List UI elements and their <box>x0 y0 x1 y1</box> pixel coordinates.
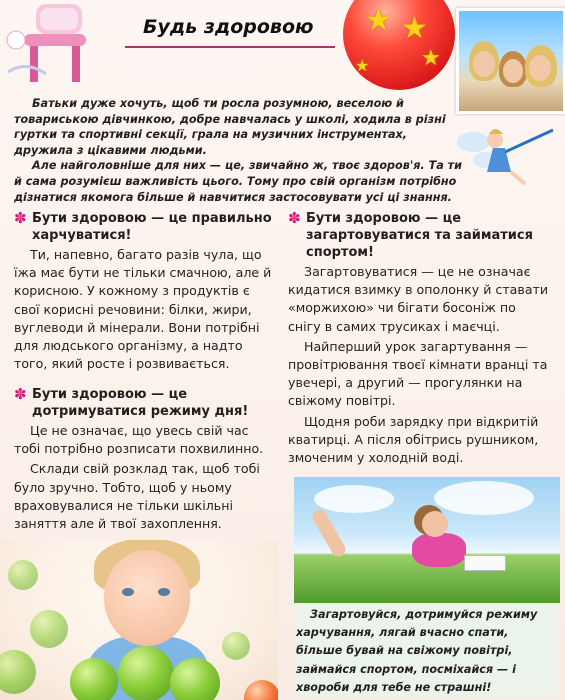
section-heading: ✽ Бути здоровою — це загартовуватися та займатися спортом! <box>288 209 533 260</box>
section-paragraph: Загартовуватися — це не означає кидатися взимку в ополонку й ставати «моржихою» чи бігати босоніж по снігу в самих трусиках і маєчці. <box>288 264 549 334</box>
section-paragraph: Найперший урок загартування — провітрювання твоєї кімнати вранці та увечері, а другий — прогулянки на свіжому повітрі. <box>288 338 548 409</box>
star-icon: ★ <box>365 3 392 38</box>
red-ball-decoration <box>343 0 455 90</box>
section-nutrition <box>14 210 276 373</box>
star-icon: ★ <box>401 11 428 46</box>
section-paragraph: Це не означає, що увесь свій час тобі потрібно розписати похвилинно. <box>14 423 264 457</box>
intro-paragraph: Але найголовніше для них — це, звичайно ж, твоє здоров'я. Та ти й сама розумієш важливість цього. Тому про свій організм потрібно дізнатися якомога більше й навчитися застосовувати усі ці знання. <box>14 159 462 204</box>
intro-paragraph: Батьки дуже хочуть, щоб ти росла розумною, веселою й товариською дівчинкою, добре навчалась у школі, ходила в різні гуртки та спортивні секції, грала на музичних інструментах, дружила з цікавими людьми. <box>14 97 446 157</box>
fairy-illustration <box>455 122 560 194</box>
section-paragraph: Ти, напевно, багато разів чула, що їжа має бути не тільки смачною, але й корисною. У кожному з продуктів є свої корисні речовини: білки, жири, вуглеводи й мінерали. Вони потрібні для людського організму, а надто того, який росте і розвивається. <box>14 247 272 372</box>
star-icon: ★ <box>355 56 370 75</box>
star-icon: ★ <box>421 46 441 71</box>
title-underline <box>125 46 335 48</box>
section-paragraph: Щодня роби зарядку при відкритій кватирці. А після обітрись рушником, змоченим у холодній воді. <box>288 413 539 466</box>
page-title: Будь здоровою <box>143 16 314 38</box>
girl-with-apples-photo <box>0 540 278 700</box>
flower-bullet-icon: ✽ <box>14 209 27 227</box>
girl-on-grass-photo <box>294 477 560 603</box>
intro-text <box>14 96 462 205</box>
section-daily-routine <box>14 386 276 533</box>
pink-chair-illustration <box>6 2 92 86</box>
flower-bullet-icon: ✽ <box>288 209 301 227</box>
section-paragraph: Склади свій розклад так, щоб тобі було зручно. Тобто, щоб у ньому враховувалися не тільки шкільні заняття але й твої захоплення. <box>14 461 260 532</box>
summary-note: Загартовуйся, дотримуйся режиму харчування, лягай вчасно спати, більше бувай на свіжому повітрі, займайся спортом, посміхайся — і хвороби для тебе не страшні! <box>296 606 558 697</box>
section-heading: ✽ Бути здоровою — це правильно харчуватися! <box>14 209 272 243</box>
section-hardening-sport <box>288 210 550 467</box>
girls-photo <box>456 8 565 114</box>
section-heading: ✽ Бути здоровою — це дотримуватися режиму дня! <box>14 385 249 419</box>
flower-bullet-icon: ✽ <box>14 385 27 403</box>
